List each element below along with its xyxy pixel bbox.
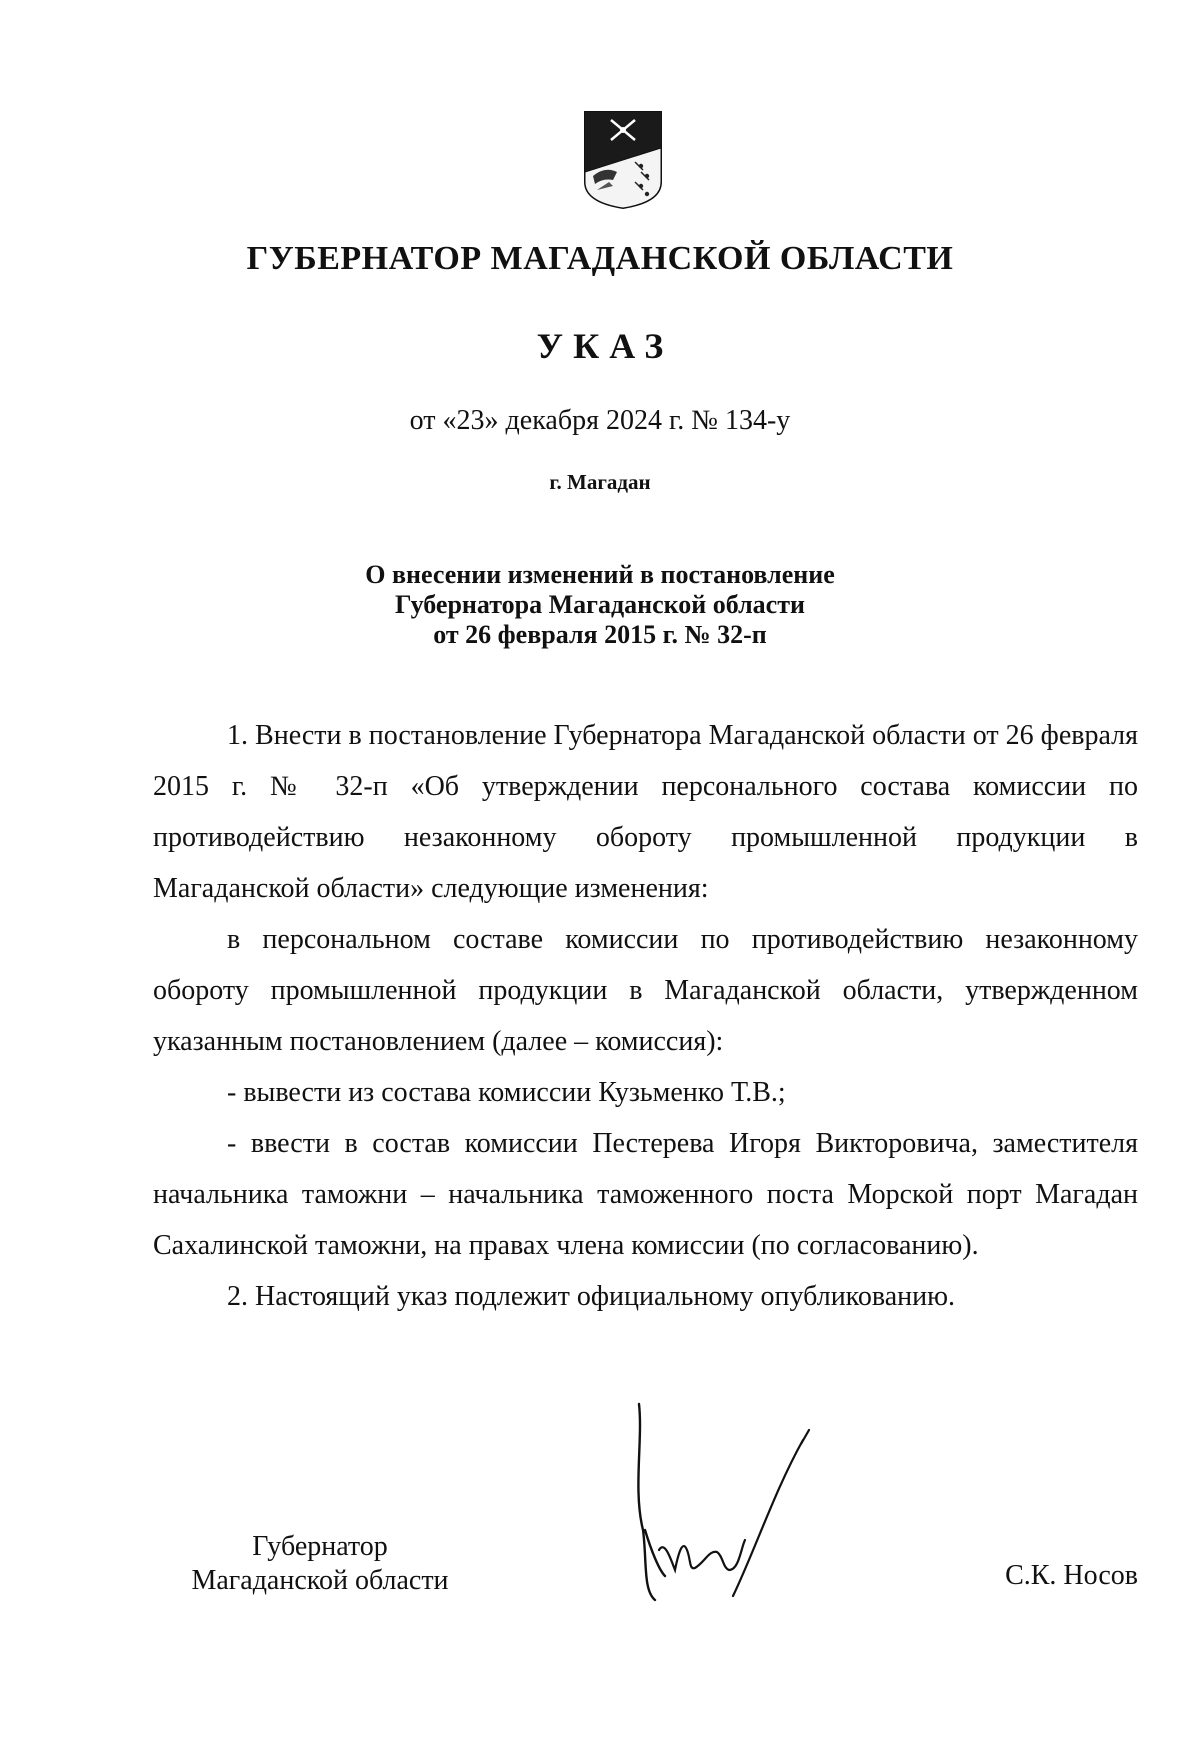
subject-line: О внесении изменений в постановление: [365, 560, 835, 589]
document-date-number: от «23» декабря 2024 г. № 134-у: [409, 405, 791, 436]
body-paragraph: 2. Настоящий указ подлежит официальному опубликованию.: [227, 1281, 956, 1312]
body-paragraph: 1. Внести в постановление Губернатора Магаданской области от 26 февраля 2015 г. № 32-п «Об утверждении персонального состава комиссии по противодействию незаконному обороту промышленной продукции в Магаданской области» следующие изменения:: [153, 720, 1138, 904]
handwritten-signature-icon: [625, 1400, 825, 1610]
signatory-position: [170, 1530, 470, 1598]
issuing-authority: ГУБЕРНАТОР МАГАДАНСКОЙ ОБЛАСТИ: [246, 240, 954, 277]
coat-of-arms-icon: [583, 110, 663, 210]
signatory-position-line: Магаданской области: [191, 1565, 449, 1596]
body-paragraph: - ввести в состав комиссии Пестерева Игоря Викторовича, заместителя начальника таможни – начальника таможенного поста Морской порт Магадан Сахалинской таможни, на правах члена комиссии (по согласованию).: [153, 1128, 1138, 1261]
signatory-position-line: Губернатор: [252, 1531, 388, 1562]
body-paragraph: - вывести из состава комиссии Кузьменко Т.В.;: [227, 1077, 786, 1108]
document-body: [153, 710, 1138, 1322]
document-place: г. Магадан: [549, 470, 651, 494]
subject-line: от 26 февраля 2015 г. № 32-п: [433, 620, 767, 649]
document-subject: [0, 560, 1200, 650]
body-paragraph: в персональном составе комиссии по противодействию незаконному обороту промышленной продукции в Магаданской области, утвержденном указанным постановлением (далее – комиссия):: [153, 924, 1138, 1057]
subject-line: Губернатора Магаданской области: [395, 590, 805, 619]
signatory-name: С.К. Носов: [1005, 1560, 1138, 1591]
document-type: УКАЗ: [536, 326, 674, 366]
